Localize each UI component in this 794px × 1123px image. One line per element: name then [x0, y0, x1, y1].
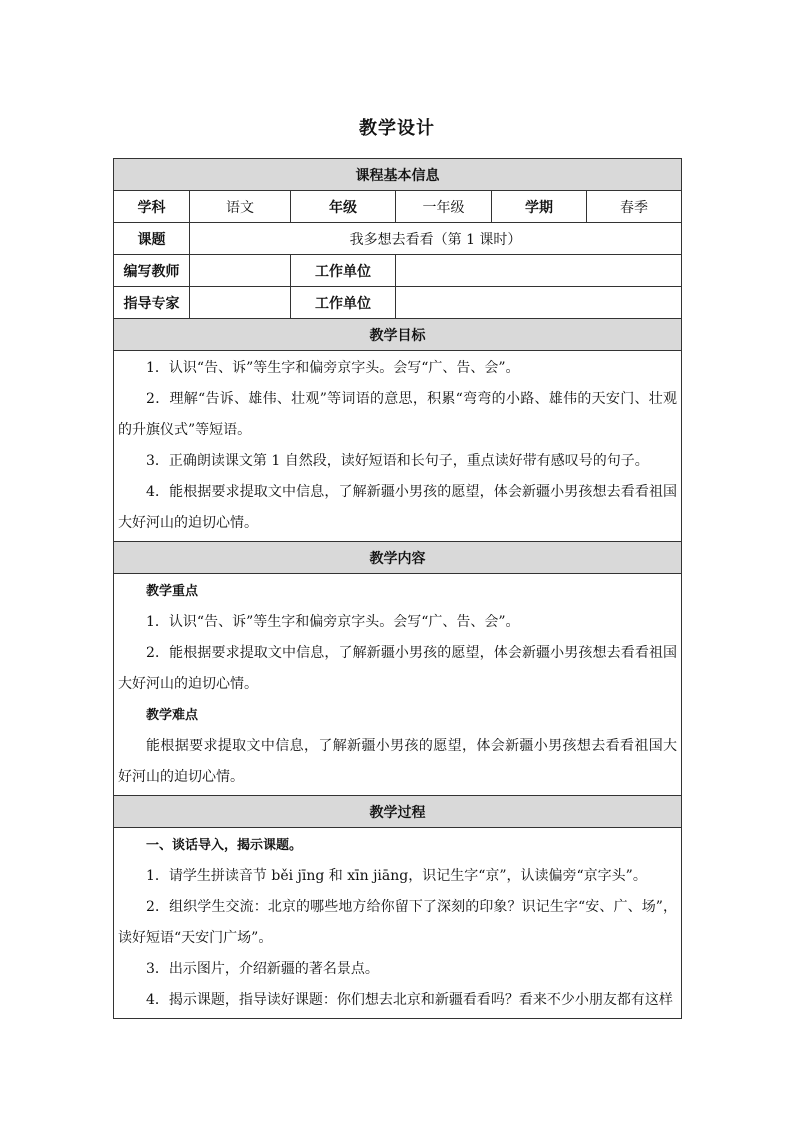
- unit-value: [396, 287, 682, 319]
- objective-item: 2．理解“告诉、雄伟、壮观”等词语的意思，积累“弯弯的小路、雄伟的天安门、壮观的升旗仪式”等短语。: [118, 391, 678, 438]
- teacher-label: 编写教师: [114, 255, 190, 287]
- topic-value: 我多想去看看（第 1 课时）: [190, 223, 682, 255]
- topic-label: 课题: [114, 223, 190, 255]
- grade-value: 一年级: [396, 191, 492, 223]
- teacher-value: [190, 255, 291, 287]
- process-item: 2．组织学生交流：北京的哪些地方给你留下了深刻的印象？识记生字“安、广、场”，读好短语“天安门广场”。: [118, 899, 678, 946]
- term-value: 春季: [587, 191, 682, 223]
- process-item: 1．请学生拼读音节 běi jīng 和 xīn jiāng，识记生字“京”，认读偏旁“京字头”。: [146, 868, 647, 884]
- basic-info-header: 课程基本信息: [114, 159, 682, 191]
- process-header: 教学过程: [114, 796, 682, 828]
- objectives-body: [114, 351, 682, 542]
- subject-label: 学科: [114, 191, 190, 223]
- grade-label: 年级: [291, 191, 396, 223]
- term-label: 学期: [492, 191, 587, 223]
- unit-value: [396, 255, 682, 287]
- process-body: [114, 828, 682, 1019]
- objective-item: 4．能根据要求提取文中信息，了解新疆小男孩的愿望，体会新疆小男孩想去看看祖国大好河山的迫切心情。: [118, 484, 678, 531]
- objective-item: 3．正确朗读课文第 1 自然段，读好短语和长句子，重点读好带有感叹号的句子。: [146, 453, 649, 469]
- process-step-title: 一、谈话导入，揭示课题。: [146, 838, 303, 853]
- objectives-header: 教学目标: [114, 319, 682, 351]
- difficult-point-text: 能根据要求提取文中信息，了解新疆小男孩的愿望，体会新疆小男孩想去看看祖国大好河山的迫切心情。: [118, 738, 678, 785]
- key-point-item: 2．能根据要求提取文中信息，了解新疆小男孩的愿望，体会新疆小男孩想去看看祖国大好河山的迫切心情。: [118, 645, 678, 692]
- objective-item: 1．认识“告、诉”等生字和偏旁京字头。会写“广、告、会”。: [146, 360, 520, 376]
- difficult-points-title: 教学难点: [146, 708, 199, 723]
- process-item: 4．揭示课题，指导读好课题：你们想去北京和新疆看看吗？看来不少小朋友都有这样: [146, 992, 673, 1008]
- unit-label: 工作单位: [291, 287, 396, 319]
- content-header: 教学内容: [114, 542, 682, 574]
- subject-value: 语文: [190, 191, 291, 223]
- process-item: 3．出示图片，介绍新疆的著名景点。: [146, 961, 379, 977]
- expert-value: [190, 287, 291, 319]
- key-point-item: 1．认识“告、诉”等生字和偏旁京字头。会写“广、告、会”。: [146, 614, 520, 630]
- unit-label: 工作单位: [291, 255, 396, 287]
- lesson-plan-table: [113, 158, 682, 1019]
- expert-label: 指导专家: [114, 287, 190, 319]
- key-points-title: 教学重点: [146, 584, 199, 599]
- page-title: 教学设计: [359, 118, 435, 139]
- content-body: [114, 574, 682, 796]
